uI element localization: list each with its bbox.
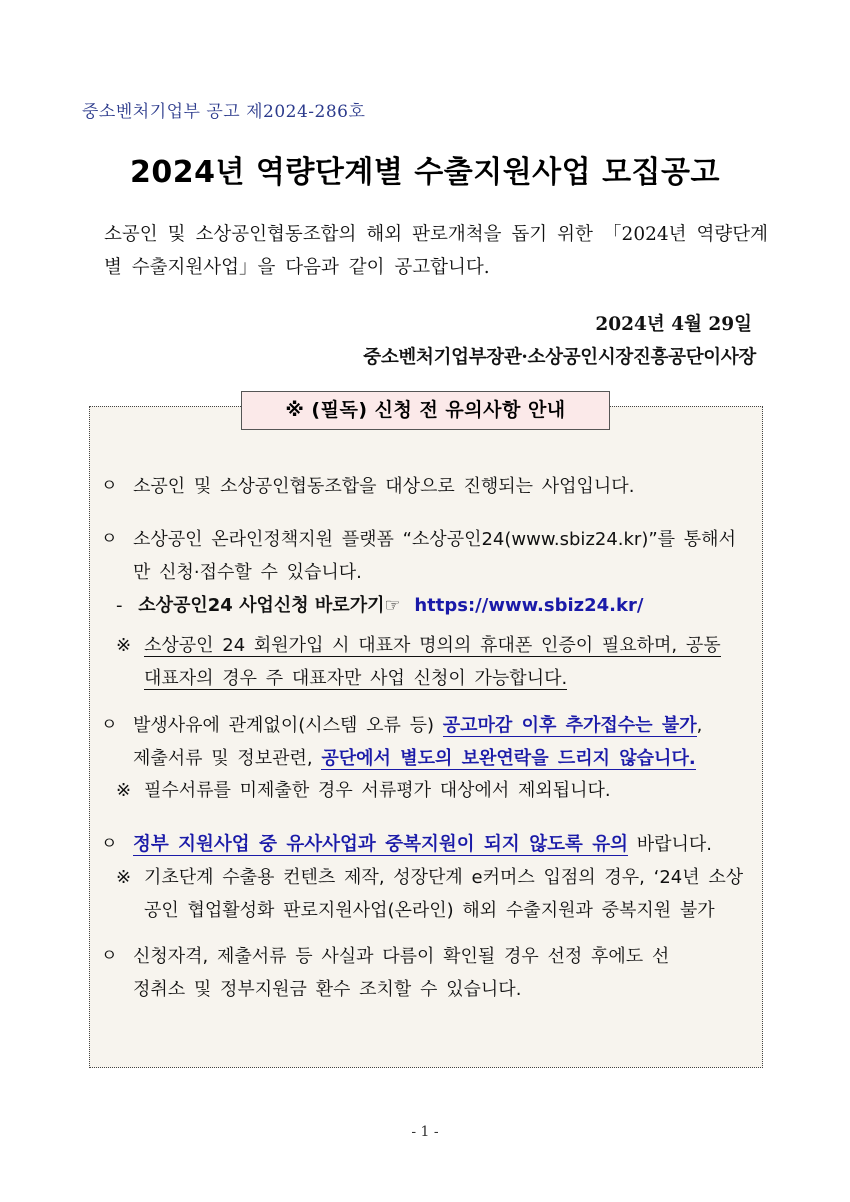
highlight-no-supplement-contact: 공단에서 별도의 보완연락을 드리지 않습니다. (321, 748, 696, 769)
note-text: 기초단계 수출용 컨텐츠 제작, 성장단계 e커머스 입점의 경우, ‘24년 소상 (144, 867, 744, 888)
highlight-no-duplicate: 정부 지원사업 중 유사사업과 중복지원이 되지 않도록 유의 (133, 834, 628, 855)
announcement-date: 2024년 4월 29일 (595, 314, 752, 335)
comma: , (696, 715, 703, 736)
page-number: - 1 - (411, 1124, 439, 1140)
note-text-cont: 대표자의 경우 주 대표자만 사업 신청이 가능합니다. (144, 668, 568, 689)
note-text: 필수서류를 미제출한 경우 서류평가 대상에서 제외됩니다. (144, 780, 611, 801)
bullet-icon: ㅇ (101, 946, 118, 966)
shortcut-label: 소상공인24 사업신청 바로가기☞ (138, 595, 401, 616)
notice-item-text: 신청자격, 제출서류 등 사실과 다름이 확인될 경우 선정 후에도 선 (133, 946, 670, 967)
sbiz24-link[interactable]: https://www.sbiz24.kr/ (414, 595, 644, 616)
notice-item-text: 바랍니다. (636, 834, 713, 855)
notice-box-heading: ※ (필독) 신청 전 유의사항 안내 (241, 391, 610, 430)
note-mark: ※ (116, 635, 132, 656)
bullet-icon: ㅇ (101, 715, 118, 735)
notice-note-duplicate-example (116, 861, 754, 927)
intro-paragraph: 소공인 및 소상공인협동조합의 해외 판로개척을 돕기 위한 「2024년 역량단계별 수출지원사업」을 다음과 같이 공고합니다. (104, 224, 768, 278)
shortcut-dash: - (116, 595, 123, 616)
signer: 중소벤처기업부장관·소상공인시장진흥공단이사장 (363, 347, 756, 368)
notice-item-text-cont: 제출서류 및 정보관련, (133, 748, 313, 769)
notice-item-application-channel (101, 523, 753, 589)
notice-item-text: 발생사유에 관계없이(시스템 오류 등) (133, 715, 435, 736)
notice-note-member-auth (116, 629, 754, 695)
note-mark: ※ (116, 780, 132, 801)
notice-item-text: 소상공인 온라인정책지원 플랫폼 “소상공인24(www.sbiz24.kr)”를 통해서 (133, 529, 736, 550)
shortcut-line (116, 589, 756, 622)
notice-item-text-cont: 정취소 및 정부지원금 환수 조치할 수 있습니다. (133, 979, 522, 1000)
notice-item-duplicate-support (101, 828, 753, 861)
highlight-no-late-submission: 공고마감 이후 추가접수는 불가 (442, 715, 697, 736)
note-text: 소상공인 24 회원가입 시 대표자 명의의 휴대폰 인증이 필요하며, 공동 (144, 635, 721, 656)
page-title: 2024년 역량단계별 수출지원사업 모집공고 (129, 155, 720, 190)
note-text-cont: 공인 협업활성화 판로지원사업(온라인) 해외 수출지원과 중복지원 불가 (144, 900, 715, 921)
notice-number: 중소벤처기업부 공고 제2024-286호 (82, 102, 366, 122)
note-mark: ※ (116, 867, 132, 888)
bullet-icon: ㅇ (101, 529, 118, 549)
bullet-icon: ㅇ (101, 834, 118, 854)
notice-item-revocation (101, 940, 753, 1006)
bullet-icon: ㅇ (101, 476, 118, 496)
notice-item-text-cont: 만 신청·접수할 수 있습니다. (133, 562, 362, 583)
notice-note-required-docs (116, 774, 756, 807)
notice-item-deadline (101, 709, 753, 775)
notice-item-text: 소공인 및 소상공인협동조합을 대상으로 진행되는 사업입니다. (133, 476, 635, 497)
notice-item-eligibility (101, 470, 753, 503)
